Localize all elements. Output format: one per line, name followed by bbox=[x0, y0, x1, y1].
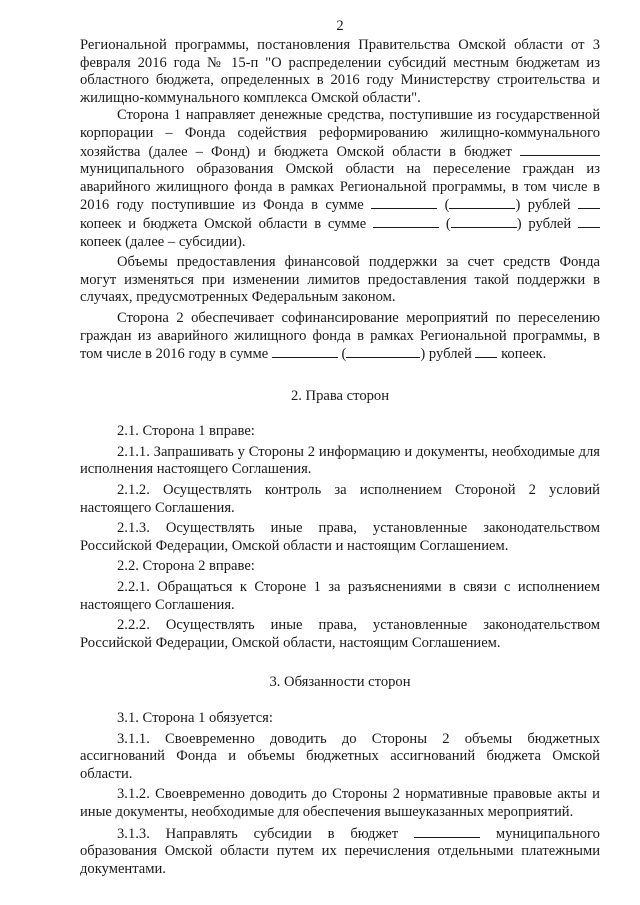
intro-p4-text-b: ( bbox=[337, 346, 347, 363]
intro-p2-text-d: ) рублей bbox=[515, 197, 578, 214]
section-2-item: 2.1.2. Осуществлять контроль за исполнением Стороной 2 условий настоящего Соглашения. bbox=[80, 482, 600, 516]
section-3-item: 3.1. Сторона 1 обязуется: bbox=[117, 710, 273, 726]
blank-municipal-budget bbox=[414, 825, 480, 838]
blank-region-sum-words bbox=[451, 215, 517, 228]
section-2-item: 2.1. Сторона 1 вправе: bbox=[117, 423, 255, 440]
blank-cofinance-sum-words bbox=[346, 345, 420, 358]
section-2-item: 2.1.3. Осуществлять иные права, установленные законодательством Российской Федерации, Омской области и настоящим Соглашением. bbox=[80, 520, 600, 554]
intro-p2-text-g: ) рублей bbox=[516, 215, 579, 232]
intro-p2-text-a: Сторона 1 направляет денежные средства, поступившие из государственной корпорации – Фонда содействия реформированию жилищно-коммунального хозяйства (далее – Фонд) и бюджета Омской области в бюджет bbox=[80, 107, 600, 160]
section-2-item: 2.2.1. Обращаться к Стороне 1 за разъяснениями в связи с исполнением настоящего Соглашения. bbox=[80, 579, 600, 613]
blank-cofinance-kopecks bbox=[475, 345, 497, 358]
blank-fund-kopecks bbox=[578, 196, 600, 209]
intro-p2-text-h: копеек (далее – субсидии). bbox=[80, 233, 246, 250]
blank-region-sum bbox=[373, 215, 439, 228]
section-3-item: 3.1.2. Своевременно доводить до Стороны 2 нормативные правовые акты и иные документы, необходимые для обеспечения вышеуказанных мероприятий. bbox=[80, 786, 600, 820]
blank-fund-sum-words bbox=[449, 196, 515, 209]
page-number: 2 bbox=[336, 18, 344, 34]
blank-fund-sum bbox=[371, 196, 437, 209]
blank-region-kopecks bbox=[578, 215, 600, 228]
section-2-item: 2.2.2. Осуществлять иные права, установленные законодательством Российской Федерации, Омской области, настоящим Соглашением. bbox=[80, 617, 600, 651]
section-3-item-last bbox=[80, 825, 600, 879]
blank-budget-name bbox=[520, 143, 600, 156]
intro-paragraph-3: Объемы предоставления финансовой поддержки за счет средств Фонда могут изменяться при изменении лимитов предоставления такой поддержки в случаях, предусмотренных Федеральным законом. bbox=[80, 254, 600, 306]
section-3-last-text-a: 3.1.3. Направлять субсидии в бюджет bbox=[117, 825, 414, 842]
section-3-title: 3. Обязанности сторон bbox=[269, 674, 411, 691]
blank-cofinance-sum bbox=[272, 345, 338, 358]
intro-p2-text-c: ( bbox=[437, 197, 450, 214]
intro-p2-text-b: муниципального образования Омской области на переселение граждан из аварийного жилищного фонда в рамках Региональной программы, в том числе в 2016 году поступившие из Фонда в сумме bbox=[80, 161, 600, 214]
section-2-title: 2. Права сторон bbox=[290, 387, 390, 404]
intro-p2-text-f: ( bbox=[439, 215, 451, 232]
section-2-item: 2.1.1. Запрашивать у Стороны 2 информацию и документы, необходимые для исполнения настоящего Соглашения. bbox=[80, 443, 600, 478]
intro-paragraph-4 bbox=[80, 310, 600, 364]
section-3-last-text-b: муниципального образования Омской области путем их перечисления отдельными платежными документами. bbox=[80, 825, 600, 877]
intro-p2-text-e: копеек и бюджета Омской области в сумме bbox=[80, 215, 374, 232]
intro-p4-text-a: Сторона 2 обеспечивает софинансирование мероприятий по переселению граждан из аварийного жилищного фонда в рамках Региональной программы, в том числе в 2016 году в сумме bbox=[80, 309, 600, 363]
intro-p4-text-c: ) рублей bbox=[420, 346, 476, 363]
intro-p4-text-d: копеек. bbox=[497, 346, 547, 363]
section-3-item: 3.1.1. Своевременно доводить до Стороны 2 объемы бюджетных ассигнований Фонда и объемы бюджетных ассигнований бюджета Омской области. bbox=[80, 730, 600, 782]
intro-paragraph-2 bbox=[80, 107, 600, 251]
intro-paragraph-1: Региональной программы, постановления Правительства Омской области от 3 февраля 2016 года № 15-п "О распределении субсидий местным бюджетам из областного бюджета, определенных в 2016 году Министерству строительства и жилищно-коммунального комплекса Омской области". bbox=[80, 37, 600, 106]
section-2-item: 2.2. Сторона 2 вправе: bbox=[117, 558, 255, 575]
